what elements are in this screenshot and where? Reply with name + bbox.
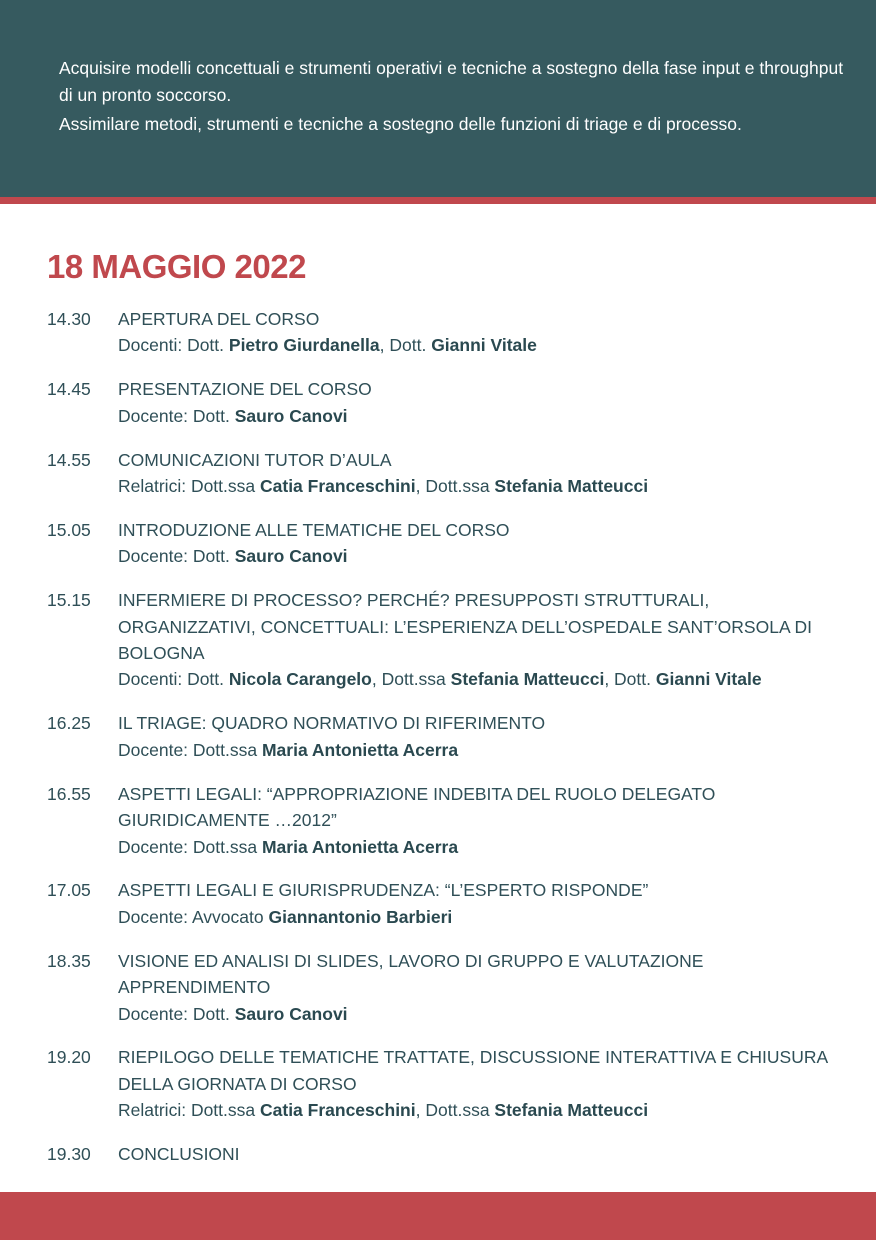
- speaker-role: Docente:: [118, 739, 193, 760]
- program-speakers: [118, 403, 847, 429]
- program-body: [118, 587, 847, 693]
- speaker-title: Dott.ssa: [190, 476, 260, 497]
- speaker-name: Nicola Carangelo: [228, 669, 372, 690]
- header-divider: [0, 197, 876, 204]
- program-item: [47, 710, 847, 763]
- program-body: [118, 948, 847, 1027]
- program-speakers: Relatrici: Dott.ssa Catia Franceschini, Dott.ssa Stefania Matteucci: [118, 476, 649, 497]
- program-body: [118, 376, 847, 429]
- speaker-role: Docenti:: [118, 669, 188, 690]
- program-item: [47, 948, 847, 1027]
- program-time: 14.55: [47, 449, 91, 470]
- program-topic: IL TRIAGE: QUADRO NORMATIVO DI RIFERIMENTO: [118, 713, 546, 734]
- program-body: [118, 877, 847, 930]
- program-body: [118, 781, 847, 860]
- speaker-name: Stefania Matteucci: [494, 476, 649, 497]
- speaker-name: Pietro Giurdanella: [228, 335, 380, 356]
- program-time: 16.55: [47, 783, 91, 804]
- program-item: [47, 447, 847, 500]
- footer-band: [0, 1192, 876, 1240]
- speaker-name: Stefania Matteucci: [450, 669, 605, 690]
- speaker-role: Docente:: [118, 836, 193, 857]
- speaker-title: Dott.ssa: [425, 476, 495, 497]
- program-topic: APERTURA DEL CORSO: [118, 309, 320, 329]
- speaker-name: Maria Antonietta Acerra: [261, 836, 459, 857]
- program-time: 18.35: [47, 950, 91, 971]
- program-topic: INFERMIERE DI PROCESSO? PERCHÉ? PRESUPPOSTI STRUTTURALI, ORGANIZZATIVI, CONCETTUALI: L’ESPERIENZA DELL’OSPEDALE SANT’ORSOLA DI BOLOGNA: [118, 590, 813, 664]
- program-speakers: [118, 543, 847, 569]
- objectives-text: [59, 55, 849, 138]
- speaker-title: Avvocato: [191, 906, 269, 927]
- program-speakers: Docenti: Dott. Pietro Giurdanella, Dott. Gianni Vitale: [118, 335, 537, 356]
- speaker-name: Catia Franceschini: [260, 1100, 416, 1121]
- speaker-title: Dott.: [187, 335, 229, 356]
- program-topic: INTRODUZIONE ALLE TEMATICHE DEL CORSO: [118, 519, 510, 540]
- speaker-title: Dott.: [192, 1003, 235, 1024]
- program-list: [47, 306, 847, 1185]
- program-body: [118, 517, 847, 570]
- objective-1: Acquisire modelli concettuali e strumenti operativi e tecniche a sostegno della fase input e throughput di un pronto soccorso.: [59, 58, 844, 105]
- speaker-role: Docente:: [118, 1003, 193, 1024]
- speaker-name: Stefania Matteucci: [494, 1100, 649, 1121]
- program-speakers: [118, 1001, 847, 1027]
- speaker-title: Dott.: [614, 669, 656, 690]
- program-item: [47, 877, 847, 930]
- speaker-role: Docente:: [118, 546, 193, 567]
- program-topic: PRESENTAZIONE DEL CORSO: [118, 379, 372, 400]
- speaker-name: Sauro Canovi: [234, 1003, 348, 1024]
- program-time: 14.45: [47, 379, 91, 400]
- speaker-name: Sauro Canovi: [234, 405, 348, 426]
- program-speakers: Relatrici: Dott.ssa Catia Franceschini, Dott.ssa Stefania Matteucci: [118, 1100, 649, 1121]
- speaker-title: Dott.ssa: [190, 1100, 260, 1121]
- speaker-name: Sauro Canovi: [234, 546, 348, 567]
- header-band: [0, 0, 876, 197]
- speaker-title: Dott.ssa: [425, 1100, 495, 1121]
- program-item: [47, 1141, 847, 1167]
- program-time: 15.15: [47, 590, 91, 611]
- program-item: [47, 306, 847, 359]
- program-item: [47, 376, 847, 429]
- program-speakers: [118, 737, 847, 763]
- program-speakers: [118, 834, 847, 860]
- program-time: 19.30: [47, 1144, 91, 1165]
- program-item: [47, 781, 847, 860]
- speaker-role: Docente:: [118, 906, 192, 927]
- speaker-title: Dott.: [389, 335, 432, 356]
- speaker-title: Dott.: [192, 405, 235, 426]
- speaker-role: Docente:: [118, 405, 193, 426]
- objective-2: Assimilare metodi, strumenti e tecniche a sostegno delle funzioni di triage e di processo.: [59, 114, 742, 134]
- program-body: [118, 1044, 847, 1123]
- program-body: [118, 306, 847, 359]
- program-speakers: [118, 904, 847, 930]
- speaker-role: Relatrici:: [118, 1100, 191, 1121]
- program-body: [118, 710, 847, 763]
- speaker-name: Giannantonio Barbieri: [268, 906, 453, 927]
- speaker-name: Catia Franceschini: [260, 476, 416, 497]
- speaker-role: Relatrici:: [118, 476, 191, 497]
- speaker-title: Dott.ssa: [381, 669, 451, 690]
- program-time: 19.20: [47, 1047, 91, 1068]
- speaker-title: Dott.: [192, 546, 235, 567]
- program-topic: CONCLUSIONI: [118, 1144, 240, 1165]
- program-item: [47, 517, 847, 570]
- program-item: [47, 587, 847, 693]
- program-time: 14.30: [47, 309, 91, 329]
- program-topic: ASPETTI LEGALI: “APPROPRIAZIONE INDEBITA DEL RUOLO DELEGATO GIURIDICAMENTE …2012”: [118, 783, 716, 831]
- program-time: 17.05: [47, 880, 91, 901]
- speaker-name: Gianni Vitale: [655, 669, 762, 690]
- speaker-title: Dott.: [187, 669, 229, 690]
- program-item: [47, 1044, 847, 1123]
- speaker-title: Dott.ssa: [192, 739, 262, 760]
- speaker-name: Gianni Vitale: [431, 335, 537, 356]
- program-time: 16.25: [47, 713, 91, 734]
- speaker-role: Docenti:: [118, 335, 188, 356]
- speaker-title: Dott.ssa: [192, 836, 262, 857]
- program-topic: RIEPILOGO DELLE TEMATICHE TRATTATE, DISCUSSIONE INTERATTIVA E CHIUSURA DELLA GIORNATA DI CORSO: [118, 1047, 828, 1094]
- program-topic: COMUNICAZIONI TUTOR D’AULA: [118, 449, 392, 470]
- speaker-name: Maria Antonietta Acerra: [261, 739, 459, 760]
- program-speakers: Docenti: Dott. Nicola Carangelo, Dott.ssa Stefania Matteucci, Dott. Gianni Vitale: [118, 669, 762, 690]
- program-topic: VISIONE ED ANALISI DI SLIDES, LAVORO DI GRUPPO E VALUTAZIONE APPRENDIMENTO: [118, 950, 704, 998]
- program-body: [118, 447, 847, 500]
- program-topic: ASPETTI LEGALI E GIURISPRUDENZA: “L’ESPERTO RISPONDE”: [118, 880, 649, 901]
- date-title: 18 MAGGIO 2022: [47, 248, 306, 285]
- program-time: 15.05: [47, 519, 91, 540]
- program-body: [118, 1141, 847, 1167]
